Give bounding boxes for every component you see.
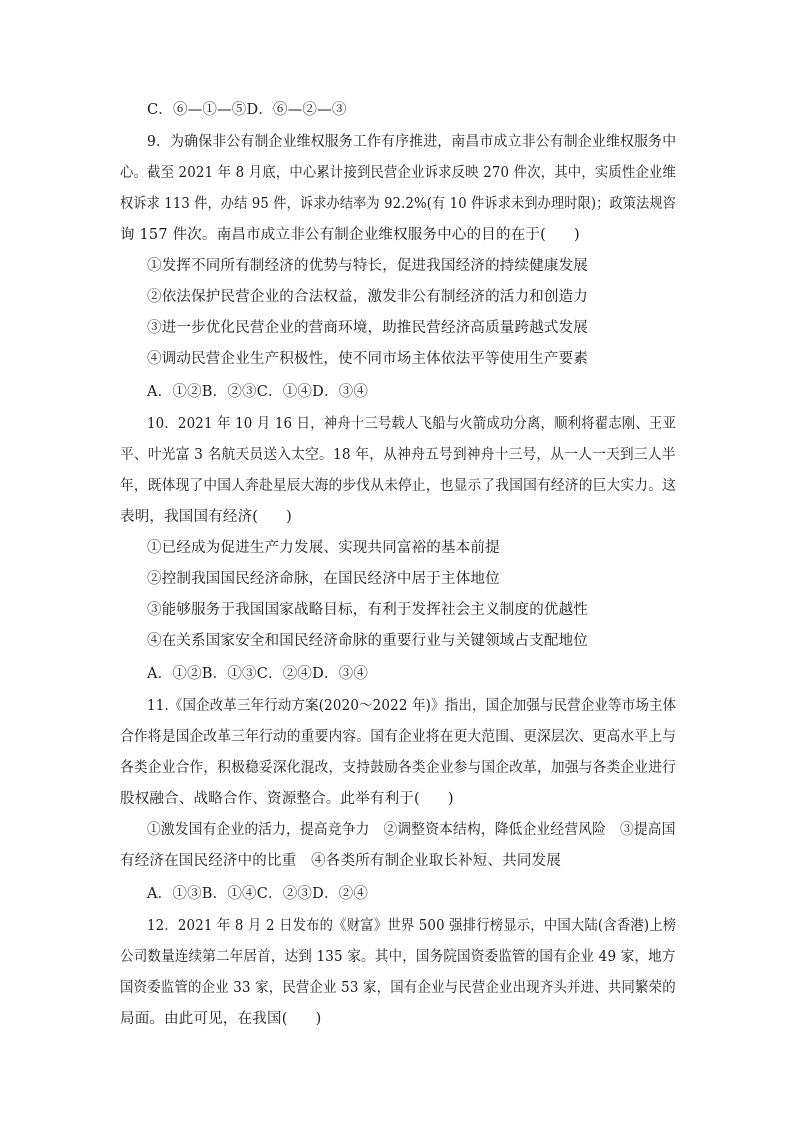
q11-stem-line-2: 合作将是国企改革三年行动的重要内容。国有企业将在更大范围、更深层次、更高水平上与 <box>120 729 677 745</box>
q10-item-4: ④在关系国家安全和国民经济命脉的重要行业与关键领域占支配地位 <box>147 633 588 649</box>
q11-stem-line-4 <box>120 789 454 809</box>
q11-stem-text: 股权融合、战略合作、资源整合。此举有利于( <box>120 791 420 807</box>
q12-stem-line-4 <box>120 1009 321 1029</box>
q9-item-2: ②依法保护民营企业的合法权益，激发非公有制经济的活力和创造力 <box>147 289 588 305</box>
q9-options: A．①②B．②③C．①④D．③④ <box>147 384 369 400</box>
q9-stem-text: 询 157 件次。南昌市成立非公有制企业维权服务中心的目的在于( <box>120 227 546 243</box>
q11-stem-line-3: 各类企业合作，积极稳妥深化混改，支持鼓励各类企业参与国企改革，加强与各类企业进行 <box>120 760 677 776</box>
q10-stem-line-1: 10．2021 年 10 月 16 日，神舟十三号载人飞船与火箭成功分离，顺利将翟志刚、王亚 <box>147 416 676 432</box>
q12-stem-close: ) <box>315 1011 322 1027</box>
q9-stem-close: ) <box>573 227 580 243</box>
q11-stem-line-1: 11.《国企改革三年行动方案(2020～2022 年)》指出，国企加强与民营企业等市场主体 <box>147 698 677 714</box>
q10-stem-close: ) <box>286 509 293 525</box>
q10-stem-line-4 <box>120 507 292 527</box>
q10-options: A．①②B．①③C．②④D．③④ <box>147 666 369 682</box>
q12-stem-line-3: 国资委监管的企业 33 家，民营企业 53 家，国有企业与民营企业出现齐头并进、共同繁荣的 <box>120 980 676 996</box>
q11-items-line-1: ①激发国有企业的活力，提高竞争力 ②调整资本结构，降低企业经营风险 ③提高国 <box>147 822 676 838</box>
q12-stem-line-2: 公司数量连续第二年居首，达到 135 家。其中，国务院国资委监管的国有企业 49 家，地方 <box>120 949 676 965</box>
q10-item-1: ①已经成为促进生产力发展、实现共同富裕的基本前提 <box>147 540 500 556</box>
q9-item-4: ④调动民营企业生产积极性，使不同市场主体依法平等使用生产要素 <box>147 351 588 367</box>
q12-stem-line-1: 12．2021 年 8 月 2 日发布的《财富》世界 500 强排行榜显示，中国大陆(含香港)上榜 <box>147 918 677 934</box>
q10-item-2: ②控制我国国民经济命脉，在国民经济中居于主体地位 <box>147 571 500 587</box>
q9-item-1: ①发挥不同所有制经济的优势与特长，促进我国经济的持续健康发展 <box>147 258 588 274</box>
q10-item-3: ③能够服务于我国国家战略目标，有利于发挥社会主义制度的优越性 <box>147 602 588 618</box>
q11-options: A．①③B．①④C．②③D．②④ <box>147 886 369 902</box>
q9-stem-line-2: 心。截至 2021 年 8 月底，中心累计接到民营企业诉求反映 270 件次，其中，实质性企业维 <box>120 165 677 181</box>
q12-stem-text: 局面。由此可见，在我国( <box>120 1011 288 1027</box>
q9-stem-line-1: 9．为确保非公有制企业维权服务工作有序推进，南昌市成立非公有制企业维权服务中 <box>147 134 677 150</box>
q9-stem-line-4 <box>120 225 580 245</box>
q10-stem-line-3: 年，既体现了中国人奔赴星辰大海的步伐从未停止，也显示了我国国有经济的巨大实力。这 <box>120 478 677 494</box>
q10-stem-line-2: 平、叶光富 3 名航天员送入太空。18 年，从神舟五号到神舟十三号，从一人一天到三人半 <box>120 447 676 463</box>
q10-stem-text: 表明，我国国有经济( <box>120 509 259 525</box>
q9-item-3: ③进一步优化民营企业的营商环境，助推民营经济高质量跨越式发展 <box>147 320 588 336</box>
q9-stem-line-3: 权诉求 113 件，办结 95 件，诉求办结率为 92.2%(有 10 件诉求未到办理时限)；政策法规咨 <box>120 196 677 212</box>
q11-stem-close: ) <box>447 791 454 807</box>
q11-items-line-2: 有经济在国民经济中的比重 ④各类所有制企业取长补短、共同发展 <box>120 853 561 869</box>
q8-options-cd: C．⑥—①—⑤D．⑥—②—③ <box>147 102 347 118</box>
